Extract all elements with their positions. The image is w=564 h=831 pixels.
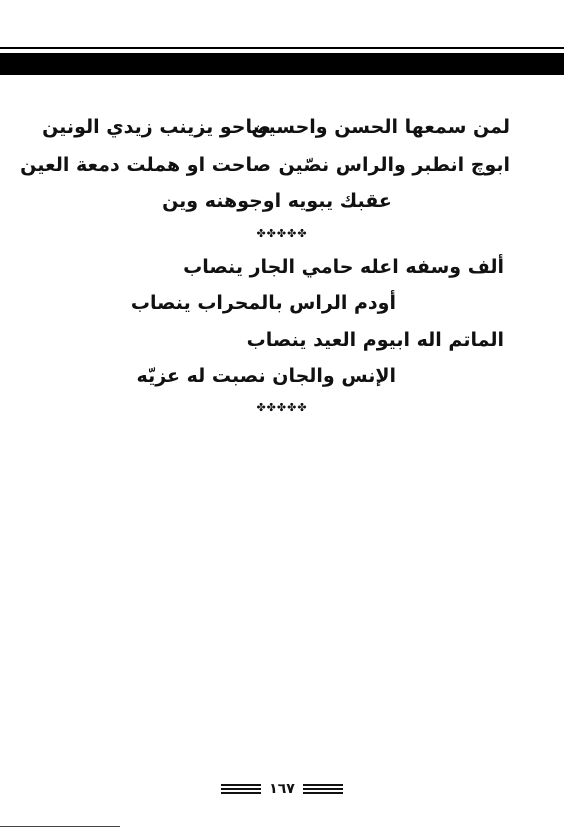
verse-line: أودم الراس بالمحراب ينصاب bbox=[130, 292, 396, 314]
section-separator: ✤✤✤✤✤ bbox=[256, 227, 308, 240]
page-number: ١٦٧ bbox=[269, 781, 295, 797]
verse-line: صاحت او هملت دمعة العين bbox=[20, 154, 271, 176]
verse-line: صاحو يزينب زيدي الونين bbox=[42, 116, 271, 138]
header-thick-bar bbox=[0, 53, 564, 75]
verse-line: عقبك يبويه اوجوهنه وين bbox=[162, 190, 392, 212]
page-footer bbox=[0, 781, 564, 797]
footer-left-bars bbox=[221, 784, 261, 794]
section-separator: ✤✤✤✤✤ bbox=[256, 401, 308, 414]
verse-line: الماتم اله ابيوم العيد ينصاب bbox=[246, 329, 504, 351]
verse-line: ابوچ انطبر والراس نصّين bbox=[278, 154, 510, 176]
bottom-edge-rule bbox=[0, 826, 120, 827]
verse-line: ألف وسفه اعله حامي الجار ينصاب bbox=[183, 256, 504, 278]
verse-line: لمن سمعها الحسن واحسين bbox=[251, 116, 510, 138]
verse-line: الإنس والجان نصبت له عزيّه bbox=[136, 365, 396, 387]
footer-right-bars bbox=[303, 784, 343, 794]
header-thin-rule bbox=[0, 47, 564, 49]
